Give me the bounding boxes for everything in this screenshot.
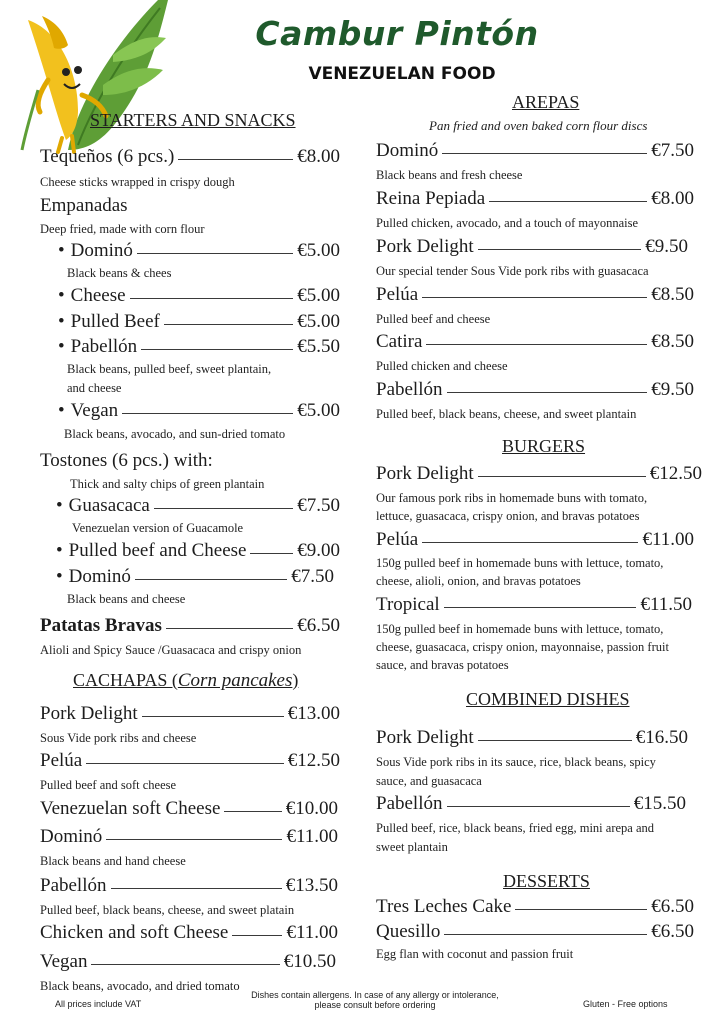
item-price: €7.50 <box>651 140 694 161</box>
item-price: €11.00 <box>286 826 338 847</box>
item-price: €8.00 <box>297 146 340 167</box>
menu-item-tostones-guasacaca: • Guasacaca €7.50 <box>56 495 340 516</box>
item-name: Pelúa <box>40 750 83 771</box>
item-name: Pork Delight <box>376 463 474 484</box>
item-description: Black beans, avocado, and dried tomato <box>40 979 240 993</box>
item-description: Pulled beef and soft cheese <box>40 778 177 792</box>
item-price: €6.50 <box>651 921 694 942</box>
menu-item-cachapa-pork-delight <box>40 703 340 725</box>
item-description: cheese, alioli, onion, and bravas potatoes <box>376 574 581 588</box>
item-description: Pulled beef and cheese <box>376 312 491 326</box>
section-title-arepas: AREPAS <box>512 92 580 112</box>
item-description: Pulled chicken and cheese <box>376 359 508 373</box>
item-description: Venezuelan version of Guacamole <box>72 521 244 535</box>
menu-item-arepa-pelua <box>376 284 694 306</box>
item-price: €9.50 <box>651 379 694 400</box>
item-name: Pabellón <box>376 793 443 814</box>
section-title-starters: STARTERS AND SNACKS <box>90 110 296 130</box>
menu-item-empanada-pabellon: • Pabellón €5.50 <box>58 336 340 357</box>
menu-item-patatas-bravas <box>40 615 340 637</box>
menu-item-arepa-domino <box>376 140 694 162</box>
item-description: lettuce, guasacaca, crispy onion, and bravas potatoes <box>376 509 640 523</box>
section-tagline-arepas: Pan fried and oven baked corn flour discs <box>429 118 648 133</box>
item-name: Catira <box>376 331 423 352</box>
item-price: €6.50 <box>297 615 340 636</box>
section-title-burgers: BURGERS <box>502 436 586 456</box>
item-description: Egg flan with coconut and passion fruit <box>376 947 574 961</box>
item-price: €10.50 <box>283 951 336 972</box>
item-price: €5.50 <box>297 336 340 357</box>
item-qty: (6 pcs.) with: <box>107 450 213 471</box>
item-description: sweet plantain <box>376 840 448 854</box>
item-price: €5.00 <box>297 240 340 261</box>
menu-item-combined-pork-delight <box>376 727 688 749</box>
item-description: and cheese <box>67 381 122 395</box>
item-price: €8.00 <box>651 188 694 209</box>
item-name: Pabellón <box>70 336 138 357</box>
section-title-desserts: DESSERTS <box>503 871 590 891</box>
menu-item-cachapa-pelua <box>40 750 340 772</box>
item-description: Black beans and hand cheese <box>40 854 186 868</box>
item-description: 150g pulled beef in homemade buns with lettuce, tomato, <box>376 556 664 570</box>
item-name: Pork Delight <box>376 727 474 748</box>
item-name: Patatas Bravas <box>40 615 162 636</box>
item-price: €9.00 <box>297 540 340 561</box>
item-name: Pelúa <box>376 284 419 305</box>
item-price: €8.50 <box>651 331 694 352</box>
item-description: Pulled chicken, avocado, and a touch of mayonnaise <box>376 216 639 230</box>
item-price: €11.00 <box>642 529 694 550</box>
item-description: Black beans and cheese <box>67 592 186 606</box>
menu-item-burger-pork-delight <box>376 463 702 485</box>
menu-item-empanada-domino: • Dominó €5.00 <box>58 240 340 261</box>
section-title-cachapas: CACHAPAS (Corn pancakes) <box>73 670 299 691</box>
item-price: €16.50 <box>635 727 688 748</box>
item-name: Dominó <box>40 826 103 847</box>
item-price: €13.50 <box>285 875 338 896</box>
menu-item-tostones-domino: • Dominó €7.50 <box>56 566 334 587</box>
item-price: €5.00 <box>297 311 340 332</box>
menu-item-cachapa-domino <box>40 826 338 848</box>
item-name: Reina Pepiada <box>376 188 486 209</box>
item-description: Pulled beef, black beans, cheese, and sweet plantain <box>376 407 637 421</box>
item-name: Vegan <box>40 951 88 972</box>
item-price: €7.50 <box>297 495 340 516</box>
item-price: €7.50 <box>291 566 334 587</box>
item-name: Vegan <box>70 400 119 421</box>
item-description: Black beans, avocado, and sun-dried tomato <box>64 427 286 441</box>
item-name: Chicken and soft Cheese <box>40 922 229 943</box>
item-name: Dominó <box>68 566 131 587</box>
menu-item-empanada-cheese: • Cheese €5.00 <box>58 285 340 306</box>
menu-item-empanada-pulled-beef: • Pulled Beef €5.00 <box>58 311 340 332</box>
item-description: Black beans and fresh cheese <box>376 168 523 182</box>
item-qty: (6 pcs.) <box>112 146 175 167</box>
menu-item-empanadas <box>40 195 128 217</box>
footer-gluten-note: Gluten - Free options <box>583 999 668 1009</box>
item-price: €5.00 <box>297 400 340 421</box>
item-description: cheese, guasacaca, crispy onion, mayonnaise, passion fruit <box>376 640 669 654</box>
item-name: Pabellón <box>376 379 443 400</box>
item-name: Pelúa <box>376 529 419 550</box>
item-description: Black beans, pulled beef, sweet plantain, <box>67 362 272 376</box>
item-description: Alioli and Spicy Sauce /Guasacaca and crispy onion <box>40 643 302 657</box>
item-price: €11.00 <box>286 922 338 943</box>
item-description: Cheese sticks wrapped in crispy dough <box>40 175 235 189</box>
item-name: Pabellón <box>40 875 107 896</box>
item-price: €10.00 <box>285 798 338 819</box>
item-name: Pulled Beef <box>70 311 160 332</box>
item-name: Dominó <box>70 240 133 261</box>
item-description: Sous Vide pork ribs and cheese <box>40 731 197 745</box>
menu-item-arepa-catira <box>376 331 694 353</box>
footer-vat-note: All prices include VAT <box>55 999 142 1009</box>
menu-item-cachapa-venezuelan-soft-cheese <box>40 798 338 820</box>
brand-title: Cambur Pintón <box>255 14 539 53</box>
item-name: Guasacaca <box>68 495 150 516</box>
item-price: €6.50 <box>651 896 694 917</box>
menu-item-arepa-reina-pepiada <box>376 188 694 210</box>
item-name: Pulled beef and Cheese <box>68 540 247 561</box>
item-description: Deep fried, made with corn flour <box>40 222 205 236</box>
menu-item-tostones <box>40 450 213 472</box>
menu-item-dessert-tres-leches <box>376 896 694 918</box>
menu-item-empanada-vegan: • Vegan €5.00 <box>58 400 340 421</box>
item-price: €12.50 <box>287 750 340 771</box>
item-name: Tequeños <box>40 146 113 167</box>
menu-item-burger-pelua <box>376 529 694 551</box>
item-price: €8.50 <box>651 284 694 305</box>
item-description: Pulled beef, rice, black beans, fried egg, mini arepa and <box>376 821 655 835</box>
item-name: Venezuelan soft Cheese <box>40 798 221 819</box>
item-description: sauce, and guasacaca <box>376 774 482 788</box>
item-description: Black beans & chees <box>67 266 172 280</box>
item-price: €11.50 <box>640 594 692 615</box>
item-name: Cheese <box>70 285 126 306</box>
item-price: €15.50 <box>633 793 686 814</box>
item-name: Tropical <box>376 594 440 615</box>
item-description: Thick and salty chips of green plantain <box>70 477 265 491</box>
item-price: €12.50 <box>649 463 702 484</box>
item-name: Dominó <box>376 140 439 161</box>
section-title-combined-dishes: COMBINED DISHES <box>466 689 630 709</box>
item-description: sauce, and bravas potatoes <box>376 658 509 672</box>
menu-item-combined-pabellon <box>376 793 686 815</box>
item-name: Empanadas <box>40 195 128 216</box>
menu-item-cachapa-vegan <box>40 951 336 973</box>
menu-item-arepa-pabellon <box>376 379 694 401</box>
menu-item-dessert-quesillo <box>376 921 694 943</box>
footer-allergens-note: Dishes contain allergens. In case of any allergy or intolerance, please consult before ordering <box>251 990 499 1010</box>
item-name: Pork Delight <box>376 236 474 257</box>
menu-item-tequenos <box>40 146 340 168</box>
item-description: Sous Vide pork ribs in its sauce, rice, black beans, spicy <box>376 755 656 769</box>
item-price: €5.00 <box>297 285 340 306</box>
item-name: Quesillo <box>376 921 441 942</box>
item-description: Our famous pork ribs in homemade buns with tomato, <box>376 491 648 505</box>
item-price: €9.50 <box>645 236 688 257</box>
item-name: Tres Leches Cake <box>376 896 512 917</box>
menu-item-burger-tropical <box>376 594 692 616</box>
menu-item-arepa-pork-delight <box>376 236 688 258</box>
page-subtitle: VENEZUELAN FOOD <box>308 64 496 84</box>
item-description: Our special tender Sous Vide pork ribs with guasacaca <box>376 264 649 278</box>
item-price: €13.00 <box>287 703 340 724</box>
menu-item-cachapa-pabellon <box>40 875 338 897</box>
menu-item-tostones-pulled-beef-cheese: • Pulled beef and Cheese €9.00 <box>56 540 340 561</box>
item-name: Pork Delight <box>40 703 138 724</box>
item-description: 150g pulled beef in homemade buns with lettuce, tomato, <box>376 622 664 636</box>
item-name: Tostones <box>40 450 108 471</box>
item-description: Pulled beef, black beans, cheese, and sweet platain <box>40 903 295 917</box>
menu-item-cachapa-chicken-soft-cheese <box>40 922 338 944</box>
